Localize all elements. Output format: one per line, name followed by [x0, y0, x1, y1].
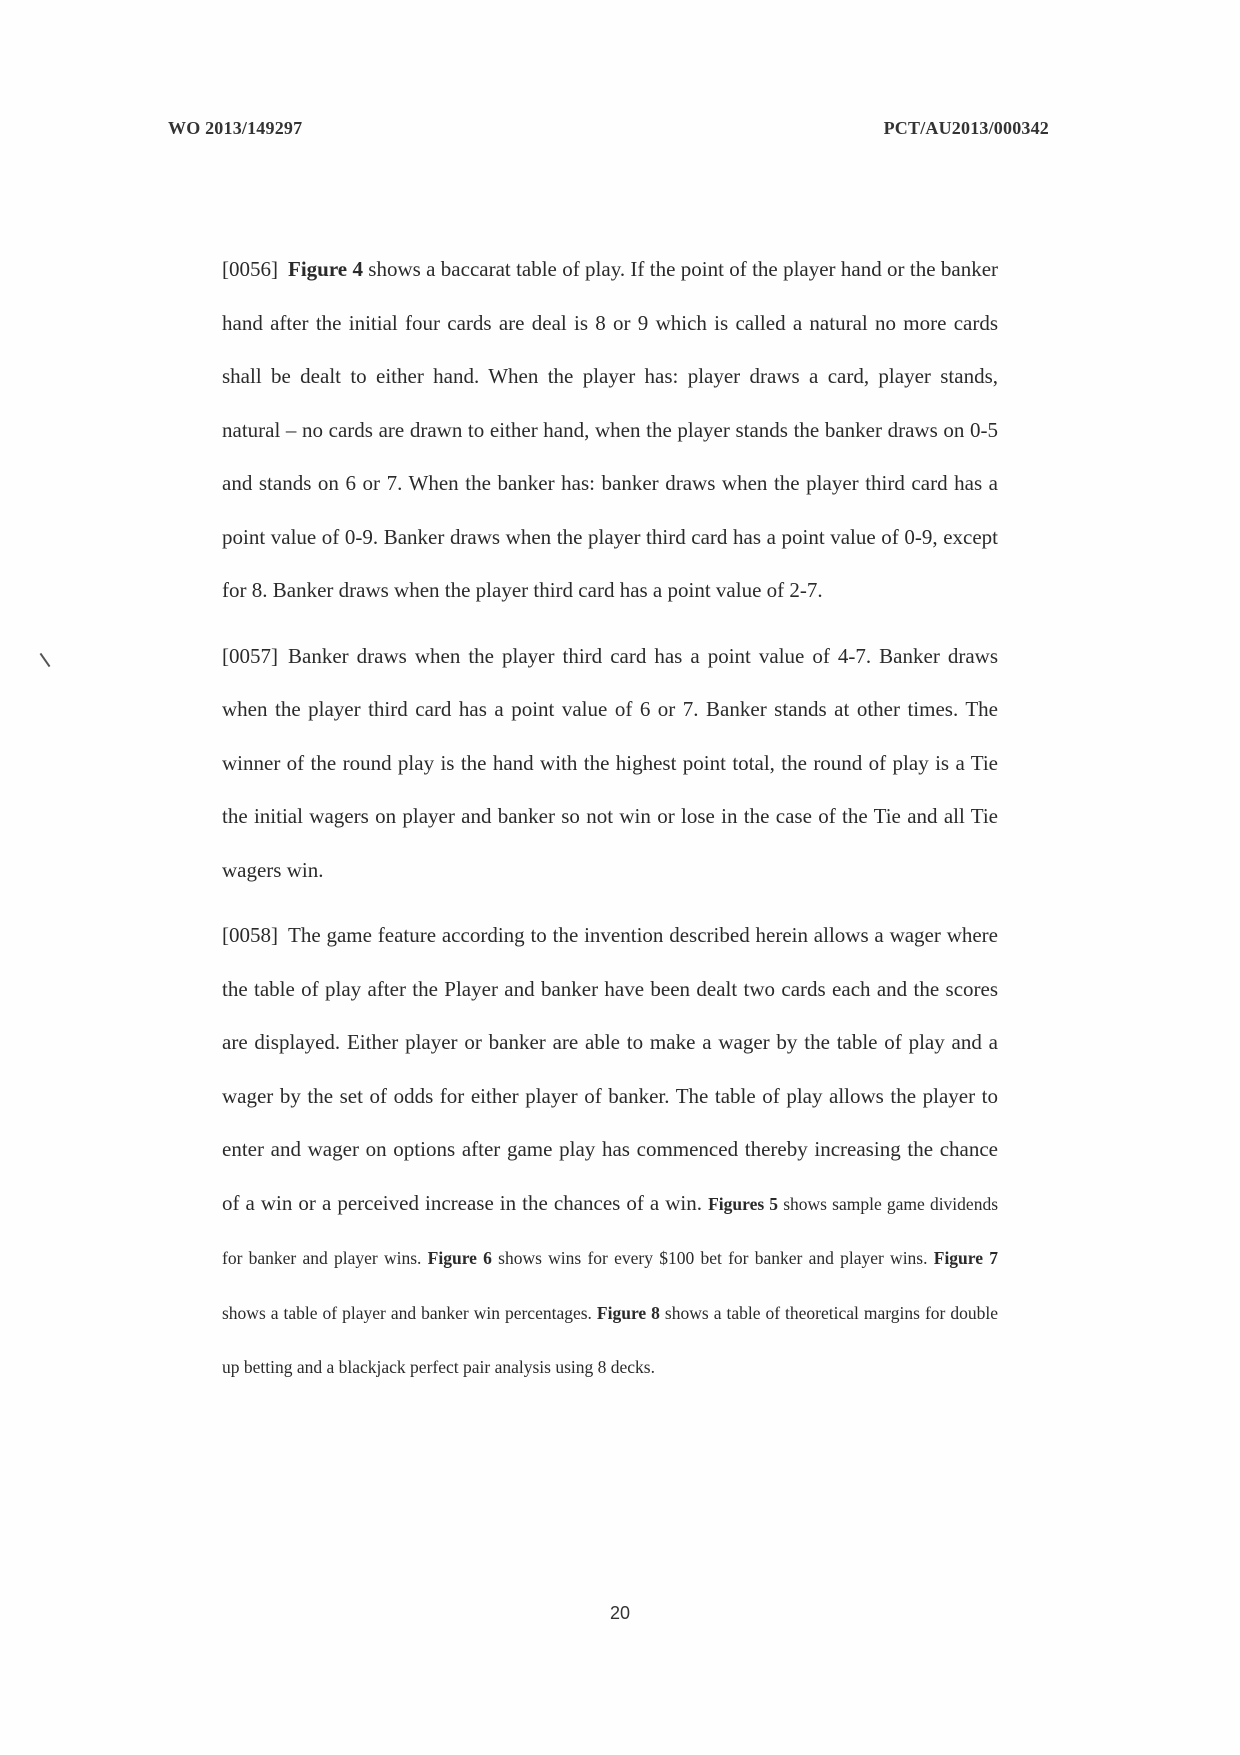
paragraph-0056: [222, 243, 998, 618]
paragraph-number: [0057]: [222, 643, 278, 668]
paragraph-number: [0056]: [222, 257, 278, 281]
scan-mark: [40, 653, 51, 667]
figure-reference: Figure 8: [596, 1302, 660, 1323]
body-text: [222, 243, 998, 1395]
page-number: 20: [609, 1603, 631, 1623]
paragraph-0057: [222, 630, 998, 898]
application-number: PCT/AU2013/000342: [883, 118, 1049, 138]
figure-reference: Figure 6: [427, 1248, 492, 1268]
paragraph-text: Banker draws when the player third card has a point value of 4-7. Banker draws when the player third card has a point value of 6 or 7. Banker stands at other times. The winner of the round play is the hand with the highest point total, the round of play is a Tie the initial wagers on player and banker so not win or lose in the case of the Tie and all Tie wagers win.: [222, 643, 998, 882]
paragraph-text: shows a table of theoretical margins for double up betting and a blackjack perfect pair analysis using 8 decks.: [222, 1302, 998, 1377]
paragraph-text: The game feature according to the invention described herein allows a wager where the table of play after the Player and banker have been dealt two cards each and the scores are displayed. Either player or banker are able to make a wager by the table of play and a wager by the set of odds for either player of banker. The table of play allows the player to enter and wager on options after game play has commenced thereby increasing the chance of a win or a perceived increase in the chances of a win.: [222, 923, 998, 1215]
paragraph-text: shows wins for every $100 bet for banker and player wins.: [491, 1248, 928, 1268]
figure-reference: Figure 4: [288, 257, 363, 281]
paragraph-0058: [222, 909, 998, 1395]
figure-reference: Figures 5: [708, 1193, 779, 1214]
paragraph-number: [0058]: [222, 923, 278, 947]
paragraph-text: shows a table of player and banker win percentages.: [222, 1302, 592, 1323]
paragraph-text: shows sample game dividends for banker and player wins.: [222, 1193, 999, 1268]
figure-reference: Figure 7: [933, 1248, 998, 1268]
paragraph-text: shows a baccarat table of play. If the point of the player hand or the banker hand after the initial four cards are deal is 8 or 9 which is called a natural no more cards shall be dealt to either hand. When the player has: player draws a card, player stands, natural – no cards are drawn to either hand, when the player stands the banker draws on 0-5 and stands on 6 or 7. When the banker has: banker draws when the player third card has a point value of 0-9. Banker draws when the player third card has a point value of 0-9, except for 8. Banker draws when the player third card has a point value of 2-7.: [222, 257, 999, 602]
publication-number: WO 2013/149297: [168, 118, 303, 138]
